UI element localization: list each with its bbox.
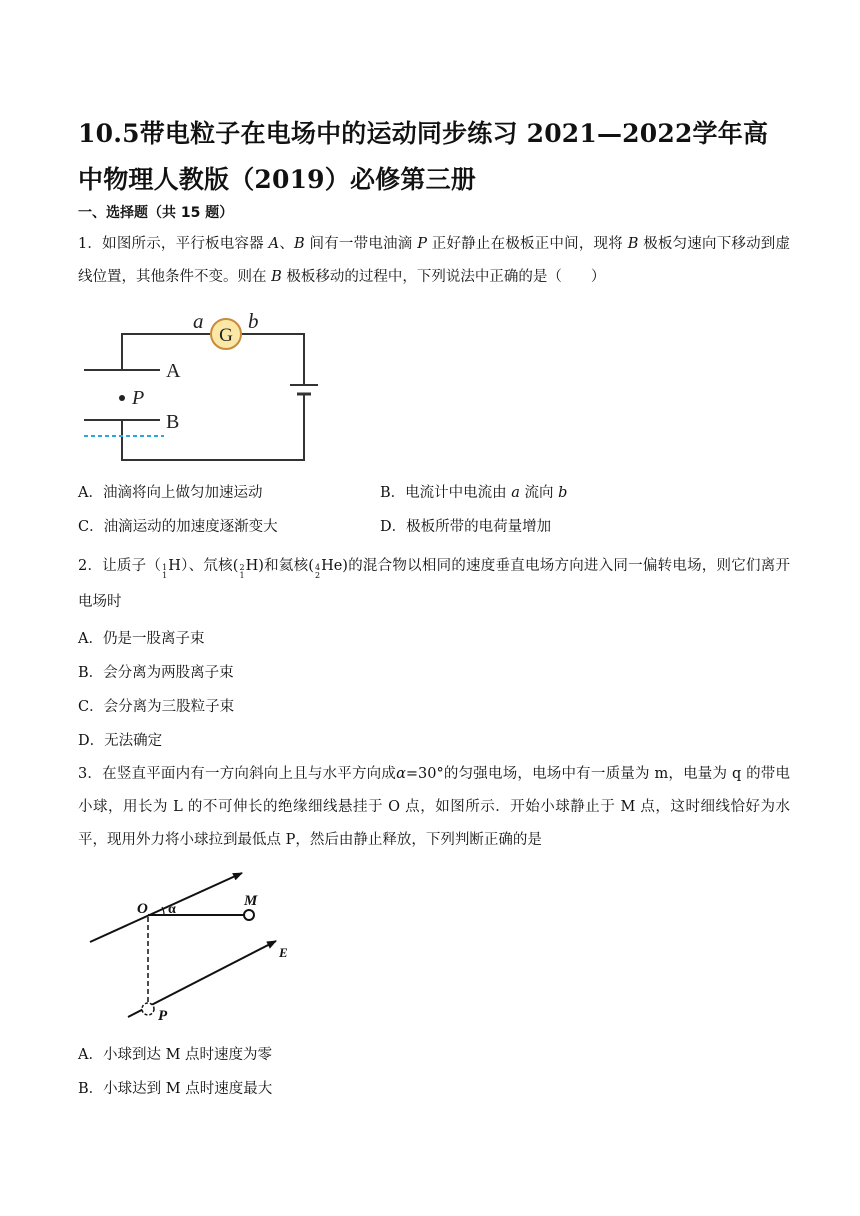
q2-option-c: C．会分离为三股粒子束: [78, 699, 235, 715]
question-2-text: [78, 548, 790, 620]
q1-option-a: A．油滴将向上做匀加速运动: [78, 485, 263, 501]
question-3-text: [78, 758, 790, 857]
ball-p-icon: [142, 1003, 154, 1015]
proton-symbol: H: [168, 558, 181, 574]
terminal-a-label: a: [193, 309, 204, 333]
q3-text-1: 3．在竖直平面内有一方向斜向上且与水平方向成: [78, 766, 397, 782]
deuteron-mass-number: 2: [239, 563, 245, 572]
deuteron-atomic-number: 1: [239, 571, 245, 580]
oil-droplet-icon: [119, 395, 125, 401]
point-p-label: P: [158, 1008, 168, 1024]
q3-option-a: A．小球到达 M 点时速度为零: [78, 1047, 273, 1063]
q2-text-2: ）、氘核(: [180, 558, 239, 574]
terminal-b-label: b: [248, 309, 259, 333]
q1-option-c: C．油滴运动的加速度逐渐变大: [78, 519, 278, 535]
q1-option-b-a: a: [511, 485, 520, 501]
point-o-label: O: [137, 901, 148, 917]
section-heading: 一、选择题（共 15 题）: [78, 205, 234, 221]
proton-nuclide: [161, 548, 181, 584]
galvanometer-label: G: [219, 325, 233, 346]
q3-alpha: α: [396, 766, 406, 782]
field-line-upper: [90, 873, 242, 942]
q1-text-b: 间有一带电油滴: [304, 236, 418, 252]
q1-option-d: D．极板所带的电荷量增加: [380, 519, 552, 535]
q2-text-1: 2．让质子（: [78, 558, 162, 574]
q2-option-a: A．仍是一股离子束: [78, 631, 205, 647]
proton-mass-number: 1: [162, 563, 168, 572]
q1-text-c: 正好静止在极板正中间，现将: [427, 236, 628, 252]
proton-atomic-number: 1: [162, 571, 168, 580]
q1-option-b: [380, 483, 567, 503]
deuteron-symbol: H: [245, 558, 259, 574]
q1-droplet-p: P: [417, 236, 427, 252]
helium-mass-number: 4: [314, 563, 321, 572]
question-1-text: [78, 228, 790, 294]
q3-option-b: B．小球达到 M 点时速度最大: [78, 1081, 273, 1097]
q1-text-a: 1．如图所示，平行板电容器: [78, 236, 269, 252]
electric-field-pendulum-figure: [80, 865, 320, 1035]
q1-option-b-mid: 流向: [519, 485, 559, 501]
q2-text-4: )的混合物以相同的速度垂直电场方向进入同一偏转电场，则它们离开电场时: [78, 558, 790, 610]
angle-alpha-label: α: [168, 902, 176, 917]
q3-text-2: =30°的匀强电场，电场中有一质量为 m，电量为 q 的带电小球，用长为 L 的不可伸长的绝缘细线悬挂于 O 点，如图所示．开始小球静止于 M 点，这时细线恰好为水平，现用外力将小球拉到最低点 P，然后由静止释放，下列判断正确的是: [78, 766, 790, 848]
q1-plate-b-3: B: [271, 269, 282, 285]
q2-option-d: D．无法确定: [78, 733, 163, 749]
q1-option-b-b: b: [558, 485, 568, 501]
helium-nuclide: [314, 548, 342, 584]
field-e-label: E: [279, 945, 288, 960]
deuteron-nuclide: [238, 548, 258, 584]
q1-option-b-pre: B．电流计中电流由: [380, 485, 512, 501]
capacitor-circuit-figure: [80, 305, 320, 465]
point-m-label: M: [244, 893, 258, 909]
plate-b-label: B: [166, 411, 180, 433]
q1-text-d: 极板匀速向下移动到虚线位置，其他条件不变。则在: [78, 236, 791, 285]
document-title: 10.5带电粒子在电场中的运动同步练习 2021—2022学年高中物理人教版（2019）必修第三册: [78, 119, 769, 194]
q2-option-b: B．会分离为两股离子束: [78, 665, 234, 681]
q1-plate-a: A: [268, 236, 280, 252]
q1-text-e: 极板移动的过程中，下列说法中正确的是（ ）: [281, 269, 606, 285]
helium-atomic-number: 2: [314, 571, 321, 580]
q1-plate-b: B: [294, 236, 305, 252]
q1-plate-b-2: B: [627, 236, 639, 252]
q2-text-3: )和氦核(: [258, 558, 314, 574]
droplet-p-label: P: [132, 387, 145, 409]
plate-a-label: A: [166, 360, 181, 382]
q1-sep: 、: [279, 236, 295, 252]
helium-symbol: He: [321, 558, 343, 574]
ball-m-icon: [244, 910, 254, 920]
